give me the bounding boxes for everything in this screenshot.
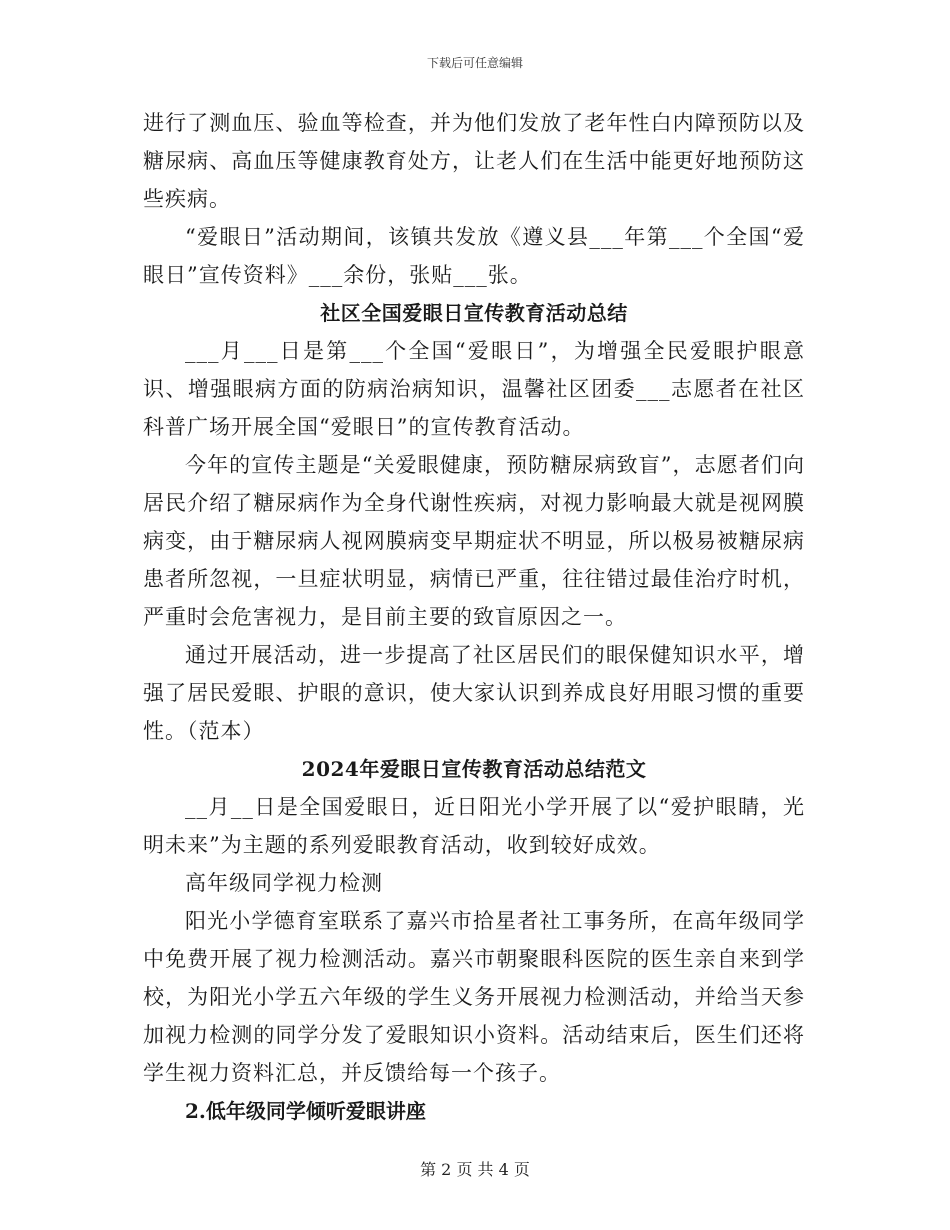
subheading-lecture: 2.低年级同学倾听爱眼讲座 xyxy=(185,1099,426,1123)
section-title-2024: 2024年爱眼日宣传教育活动总结范文 xyxy=(301,757,647,781)
section-title-community: 社区全国爱眼日宣传教育活动总结 xyxy=(320,301,628,325)
paragraph-community-3: 通过开展活动，进一步提高了社区居民们的眼保健知识水平，增强了居民爱眼、护眼的意识，使大家认识到养成良好用眼习惯的重要性。（范本） xyxy=(143,643,805,743)
page-header: 下载后可任意编辑 xyxy=(426,56,523,70)
paragraph-2024-1: __月__日是全国爱眼日，近日阳光小学开展了以“爱护眼睛，光明未来”为主题的系列爱眼教育活动，收到较好成效。 xyxy=(143,795,805,857)
paragraph-community-1: ___月___日是第___个全国“爱眼日”，为增强全民爱眼护眼意识、增强眼病方面的防病治病知识，温馨社区团委___志愿者在社区科普广场开展全国“爱眼日”的宣传教育活动。 xyxy=(143,339,805,439)
paragraph-intro-2: “爱眼日”活动期间，该镇共发放《遵义县___年第___个全国“爱眼日”宣传资料》___余份，张贴___张。 xyxy=(143,225,805,287)
page-footer: 第 2 页 共 4 页 xyxy=(420,1160,530,1179)
paragraph-intro-1: 进行了测血压、验血等检查，并为他们发放了老年性白内障预防以及糖尿病、高血压等健康教育处方，让老人们在生活中能更好地预防这些疾病。 xyxy=(143,111,805,211)
subheading-vision-test: 高年级同学视力检测 xyxy=(185,871,383,895)
paragraph-community-2: 今年的宣传主题是“关爱眼健康，预防糖尿病致盲”，志愿者们向居民介绍了糖尿病作为全身代谢性疾病，对视力影响最大就是视网膜病变，由于糖尿病人视网膜病变早期症状不明显，所以极易被糖尿病患者所忽视，一旦症状明显，病情已严重，往往错过最佳治疗时机，严重时会危害视力，是目前主要的致盲原因之一。 xyxy=(143,453,805,629)
paragraph-2024-2: 阳光小学德育室联系了嘉兴市拾星者社工事务所，在高年级同学中免费开展了视力检测活动。嘉兴市朝聚眼科医院的医生亲自来到学校，为阳光小学五六年级的学生义务开展视力检测活动，并给当天参加视力检测的同学分发了爱眼知识小资料。活动结束后，医生们还将学生视力资料汇总，并反馈给每一个孩子。 xyxy=(143,909,805,1085)
document-body xyxy=(143,104,805,1130)
